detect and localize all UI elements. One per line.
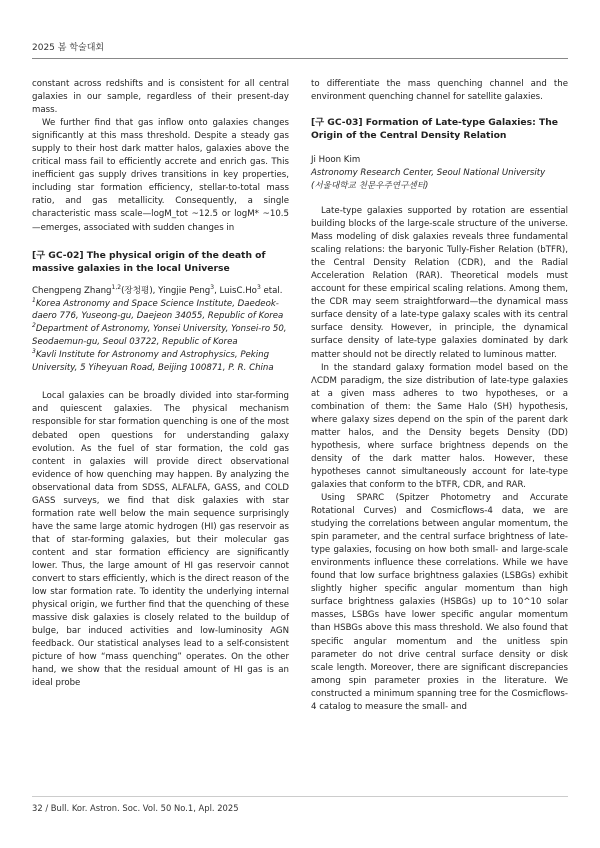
gc03-paragraph-1: Late-type galaxies supported by rotation are essential building blocks of the large-scale structure of the universe. Mass modeling of disk galaxies reveals three fundamental scaling relations: the baryonic Tully-Fisher Relation (bTFR), the Central Density Relation (CDR), and the Radial Acceleration Relation (RAR). Theoretical models must account for these empirical scaling relations. Among them, the CDR may seem straightforward—the dynamical mass surface density of a late-type galaxy scales with its central surface density. However, in principle, the dynamical surface density of late-type galaxies dominated by dark matter should not be directly related to luminous matter.: [311, 205, 568, 360]
page-footer: 32 / Bull. Kor. Astron. Soc. Vol. 50 No.1, Apl. 2025: [32, 803, 239, 813]
footer-divider: [32, 796, 568, 797]
gc02-affiliation-1: $^1$Korea Astronomy and Space Science Institute, Daedeok-daero 776, Yuseong-gu, Daejeon 34055, Republic of Korea: [32, 296, 284, 322]
continued-paragraph-2: We further find that gas inflow onto galaxies changes significantly at this mass threshold. Despite a steady gas supply to their host dark matter halos, galaxies above the critical mass fail to efficiently accrete and enrich gas. This inefficient gas supply drives transitions in key properties, including star formation efficiency, stellar-to-total mass ratio, and gas metallicity. Consequently, a single characteristic mass scale—logM_tot ~12.5 or logM* ~10.5—emerges, associated with sudden changes in: [32, 118, 289, 233]
gc02-abstract: Local galaxies can be broadly divided into star-forming and quiescent galaxies. The physical mechanism responsible for star formation quenching is one of the most debated open questions for understanding galaxy evolution. As the fuel of star formation, the cold gas content in galaxies will provide direct observational evidence of how quenching may happen. By analyzing the observational data from SDSS, ALFALFA, GASS, and COLD GASS surveys, we find that disk galaxies with star formation rate well below the main sequence surprisingly have the same large atomic hydrogen (HI) gas reservoir as that of star-forming galaxies, but their molecular gas content and star formation efficiency are significantly lower. Thus, the large amount of HI gas reservoir cannot convert to stars efficiently, which is the direct reason of the low star formation rate. To identity the underlying internal physical origin, we further find that the quenching of these massive disk galaxies is closely related to the buildup of bulge, bar induced activities and low-luminosity AGN feedback. Our statistical analyses lead to a self-consistent picture of how “mass quenching” operates. On the other hand, we show that the residual amount of HI gas is an ideal probe: [32, 391, 289, 689]
header-divider: [32, 58, 568, 59]
gc02-affiliation-2: $^2$Department of Astronomy, Yonsei University, Yonsei-ro 50, Seodaemun-gu, Seoul 03722, Republic of Korea: [32, 322, 287, 347]
gc03-affiliation-korean: (서울대학교 천문우주연구센터): [311, 180, 429, 191]
gc03-title: [구 GC-03] Formation of Late-type Galaxies: The Origin of the Central Density Relation: [311, 117, 559, 142]
continued-paragraph-right: to differentiate the mass quenching channel and the environment quenching channel for satellite galaxies.: [311, 79, 568, 103]
gc03-affiliation: Astronomy Research Center, Seoul National University: [311, 168, 546, 179]
gc02-affiliation-3: $^3$Kavli Institute for Astronomy and Astrophysics, Peking University, 5 Yiheyuan Road, Beijing 100871, P. R. China: [32, 347, 274, 373]
gc03-paragraph-3: Using SPARC (Spitzer Photometry and Accurate Rotational Curves) and Cosmicflows-4 data, we are studying the correlations between angular momentum, the spin parameter, and the central surface brightness of late-type galaxies, focusing on how both small- and large-scale environments influence these correlations. While we have found that low surface brightness galaxies (LSBGs) exhibit slightly higher specific angular momentum than high surface brightness galaxies (HSBGs) up to 10^10 solar masses, LSBGs have lower specific angular momentum than HSBGs above this mass threshold. We also found that specific angular momentum and the unitless spin parameter do not drive central surface density or disk scale length. Moreover, there are significant discrepancies among spin parameter proxies in the literature. We constructed a minimum spanning tree for the Cosmicflows-4 catalog to measure the small- and: [311, 493, 568, 712]
running-header: 2025 봄 학술대회: [32, 43, 105, 53]
left-column: [32, 78, 289, 690]
gc02-title: [구 GC-02] The physical origin of the death of massive galaxies in the local Universe: [32, 249, 266, 274]
gc03-paragraph-2: In the standard galaxy formation model based on the ΛCDM paradigm, the size distribution of late-type galaxies at a given mass adheres to two hypotheses, or a combination of them: the Same Halo (SH) hypothesis, where galaxy sizes depend on the spin of the parent dark matter halos, and the Density begets Density (DD) hypothesis, where surface brightness depends on the density of the dark matter halos. However, these hypotheses cannot simultaneously account for late-type galaxies that conform to the bTFR, CDR, and RAR.: [311, 362, 568, 490]
gc02-authors: Chengpeng Zhang$^{1,2}$(장청평), Yingjie Peng$^3$, LuisC.Ho$^3$ etal.: [32, 283, 283, 296]
continued-paragraph: constant across redshifts and is consistent for all central galaxies in our sample, regardless of their present-day mass.: [32, 79, 289, 116]
spacer: [32, 374, 289, 390]
right-column: [311, 78, 568, 714]
gc03-author: Ji Hoon Kim: [311, 155, 361, 166]
